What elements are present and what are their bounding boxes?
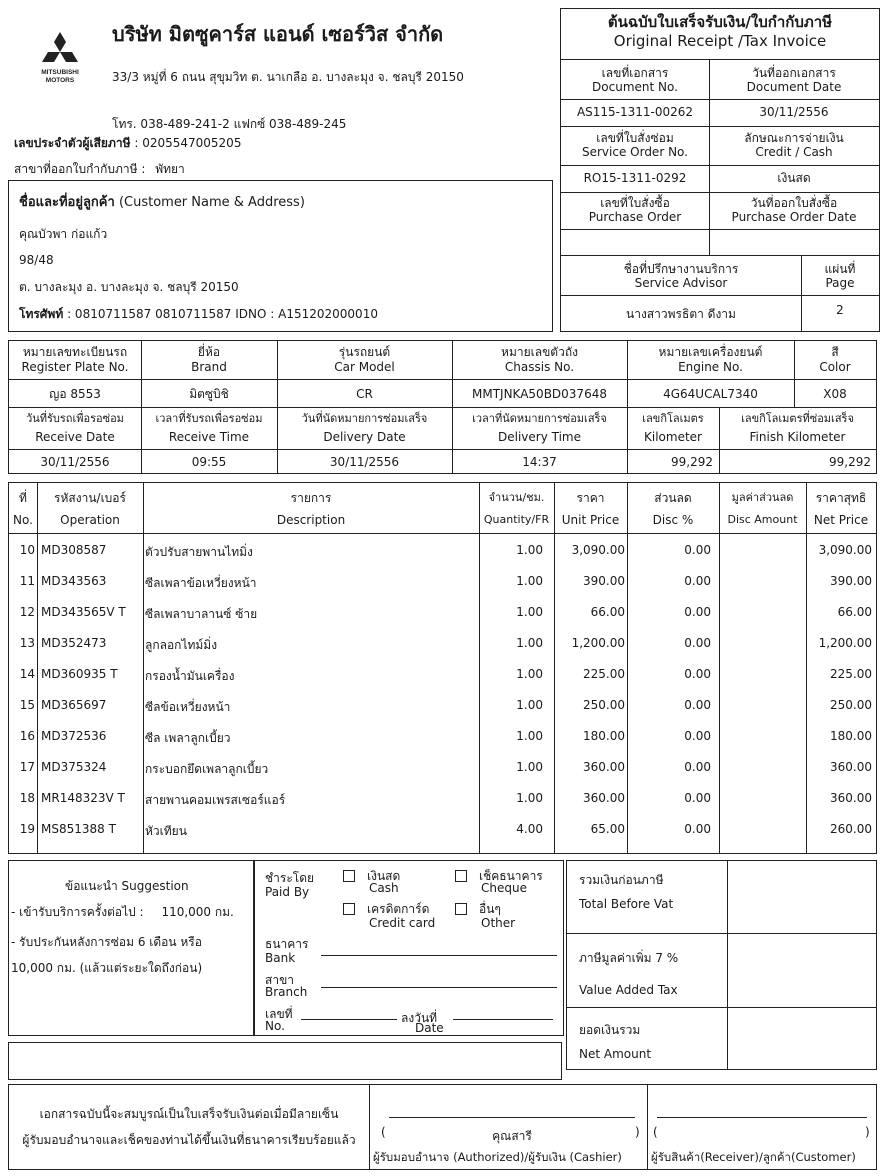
vh-plate-en: Register Plate No.	[21, 360, 129, 374]
item-quantity: 1.00	[516, 574, 543, 588]
suggestion-warranty-2: 10,000 กม. (แล้วแต่ระยะใดถึงก่อน)	[11, 961, 203, 975]
item-unit-price: 360.00	[583, 791, 625, 805]
doc-date-value: 30/11/2556	[759, 105, 829, 119]
items-table	[8, 482, 877, 854]
tax-id-value: : 0205547005205	[134, 136, 242, 150]
cashier-name: คุณสารี	[492, 1129, 532, 1143]
vh-finish-km-en: Finish Kilometer	[749, 430, 846, 444]
item-unit-price: 250.00	[583, 698, 625, 712]
suggestion-warranty-1: - รับประกันหลังการซ่อม 6 เดือน หรือ	[11, 935, 202, 949]
cashier-label: ผู้รับมอบอำนาจ (Authorized)/ผู้รับเงิน (Cashier)	[373, 1150, 622, 1164]
item-quantity: 1.00	[516, 791, 543, 805]
number-line	[301, 1019, 397, 1020]
customer-heading	[19, 191, 305, 212]
finish-kilometer: 99,292	[829, 455, 871, 469]
ih-desc-en: Description	[276, 513, 346, 527]
vh-delivery-date-th: วันที่นัดหมายการซ่อมเสร็จ	[301, 412, 428, 425]
company-phone: โทร. 038-489-241-2 แฟกซ์ 038-489-245	[112, 117, 347, 131]
suggestion-next-service	[11, 903, 251, 922]
item-operation: MD375324	[41, 760, 107, 774]
item-no: 15	[19, 698, 35, 712]
date-en: Date	[415, 1021, 444, 1035]
item-no: 19	[19, 822, 35, 836]
ih-price-en: Unit Price	[561, 513, 620, 527]
page-value: 2	[836, 303, 844, 317]
receiver-paren-open: (	[653, 1125, 658, 1139]
branch-line	[321, 987, 557, 988]
vh-color-en: Color	[819, 360, 851, 374]
item-quantity: 1.00	[516, 667, 543, 681]
item-description: ซีลเพลาข้อเหวี่ยงหน้า	[145, 576, 257, 590]
bank-en: Bank	[265, 951, 296, 965]
so-label-th: เลขที่ใบสั่งซ่อม	[596, 131, 674, 145]
customer-phone-value: : 0810711587 0810711587 IDNO : A151202000010	[67, 307, 378, 321]
item-operation: MD360935 T	[41, 667, 118, 681]
item-discount-pct: 0.00	[684, 574, 711, 588]
branch-en: Branch	[265, 985, 308, 999]
item-description: กระบอกยึดเพลาลูกเบี้ยว	[145, 762, 269, 776]
item-no: 13	[19, 636, 35, 650]
doc-title-en: Original Receipt /Tax Invoice	[613, 32, 827, 50]
vehicle-chassis: MMTJNKA50BD037648	[472, 387, 607, 401]
vh-receive-time-en: Receive Time	[168, 430, 250, 444]
tax-id-label: เลขประจำตัวผู้เสียภาษี	[14, 136, 131, 150]
item-operation: MD343565V T	[41, 605, 126, 619]
delivery-date: 30/11/2556	[329, 455, 400, 469]
item-quantity: 1.00	[516, 760, 543, 774]
item-discount-pct: 0.00	[684, 605, 711, 619]
svg-text:MITSUBISHI: MITSUBISHI	[41, 69, 79, 76]
ih-net-en: Net Price	[813, 513, 869, 527]
ih-disc-amt-th: มูลค่าส่วนลด	[731, 491, 794, 504]
doc-date-label-en: Document Date	[746, 80, 842, 94]
ih-no-en: No.	[13, 513, 33, 527]
vh-km-en: Kilometer	[644, 430, 702, 444]
vehicle-engine: 4G64UCAL7340	[663, 387, 758, 401]
delivery-time: 14:37	[522, 455, 557, 469]
customer-heading-en: (Customer Name & Address)	[118, 195, 305, 210]
item-discount-pct: 0.00	[684, 822, 711, 836]
item-unit-price: 180.00	[583, 729, 625, 743]
doc-title-th: ต้นฉบับใบเสร็จรับเงิน/ใบกำกับภาษี	[607, 13, 833, 31]
customer-address-1: 98/48	[19, 253, 54, 267]
vh-color-th: สี	[831, 345, 839, 359]
branch-th: สาขา	[265, 973, 295, 987]
item-description: ซีล เพลาลูกเบี้ยว	[145, 731, 231, 745]
credit-card-checkbox[interactable]	[343, 903, 355, 915]
item-discount-pct: 0.00	[684, 760, 711, 774]
customer-phone-label: โทรศัพท์	[19, 307, 64, 321]
ih-qty-en: Quantity/FR	[483, 513, 550, 526]
vh-delivery-date-en: Delivery Date	[323, 430, 406, 444]
vh-chassis-th: หมายเลขตัวถัง	[501, 345, 578, 359]
item-discount-pct: 0.00	[684, 791, 711, 805]
vh-plate-th: หมายเลขทะเบียนรถ	[22, 345, 128, 359]
date-th: ลงวันที่	[401, 1011, 438, 1025]
advisor-label-en: Service Advisor	[634, 276, 728, 290]
item-net-price: 260.00	[830, 822, 872, 836]
doc-no-label-th: เลขที่เอกสาร	[601, 66, 669, 80]
bank-th: ธนาคาร	[265, 937, 309, 951]
date-line	[453, 1019, 553, 1020]
item-discount-pct: 0.00	[684, 636, 711, 650]
po-label-th: เลขที่ใบสั่งซื้อ	[600, 196, 670, 210]
po-label-en: Purchase Order	[588, 210, 682, 224]
item-net-price: 390.00	[830, 574, 872, 588]
item-operation: MD365697	[41, 698, 107, 712]
customer-heading-th: ชื่อและที่อยู่ลูกค้า	[19, 195, 115, 210]
other-checkbox[interactable]	[455, 903, 467, 915]
company-address: 33/3 หมู่ที่ 6 ถนน สุขุมวิท ต. นาเกลือ อ. บางละมุง จ. ชลบุรี 20150	[112, 70, 464, 84]
item-description: หัวเทียน	[145, 824, 187, 838]
item-net-price: 250.00	[830, 698, 872, 712]
item-quantity: 1.00	[516, 698, 543, 712]
suggestion-box	[8, 860, 254, 1036]
item-description: ตัวปรับสายพานไทมิ่ง	[145, 545, 253, 559]
item-operation: MS851388 T	[41, 822, 116, 836]
cashier-sign-line	[389, 1117, 635, 1118]
vh-delivery-time-en: Delivery Time	[498, 430, 581, 444]
totals-box	[566, 860, 877, 1070]
so-label-en: Service Order No.	[581, 145, 688, 159]
item-description: ลูกลอกไทม์มิ่ง	[145, 638, 218, 652]
signature-note-1: เอกสารฉบับนี้จะสมบูรณ์เป็นใบเสร็จรับเงินต่อเมื่อมีลายเซ็น	[39, 1107, 339, 1121]
vh-engine-en: Engine No.	[678, 360, 743, 374]
item-unit-price: 1,200.00	[571, 636, 625, 650]
document-info-box	[560, 8, 880, 332]
vh-receive-date-en: Receive Date	[35, 430, 115, 444]
item-description: ซีลข้อเหวี่ยงหน้า	[145, 700, 231, 714]
advisor-label-th: ชื่อที่ปรึกษางานบริการ	[623, 262, 739, 276]
po-date-label-en: Purchase Order Date	[731, 210, 857, 224]
credit-card-th: เครดิตการ์ด	[367, 902, 430, 916]
vehicle-table	[8, 340, 877, 474]
item-unit-price: 65.00	[590, 822, 625, 836]
po-date-label-th: วันที่ออกใบสั่งซื้อ	[750, 196, 838, 210]
vat-en: Value Added Tax	[579, 983, 678, 997]
tax-id	[14, 134, 241, 153]
item-no: 12	[19, 605, 35, 619]
ih-price-th: ราคา	[576, 491, 605, 505]
advisor-value: นางสาวพรธิตา ดีงาม	[626, 307, 736, 321]
ih-op-en: Operation	[60, 513, 120, 527]
pay-label-th: ลักษณะการจ่ายเงิน	[744, 131, 844, 145]
cash-checkbox[interactable]	[343, 870, 355, 882]
cashier-paren-close: )	[635, 1125, 640, 1139]
branch-label: สาขาที่ออกใบกำกับภาษี :	[14, 162, 146, 176]
item-unit-price: 225.00	[583, 667, 625, 681]
doc-no-label-en: Document No.	[592, 80, 678, 94]
page-label-th: แผ่นที่	[824, 262, 856, 276]
item-discount-pct: 0.00	[684, 543, 711, 557]
item-net-price: 360.00	[830, 791, 872, 805]
vat-th: ภาษีมูลค่าเพิ่ม 7 %	[579, 951, 679, 965]
item-unit-price: 360.00	[583, 760, 625, 774]
doc-no-value: AS115-1311-00262	[576, 105, 694, 119]
payment-box	[254, 860, 564, 1036]
issuing-branch	[14, 160, 185, 179]
so-value: RO15-1311-0292	[583, 171, 687, 185]
item-net-price: 3,090.00	[818, 543, 872, 557]
vh-brand-th: ยี่ห้อ	[197, 345, 221, 359]
suggestion-heading: ข้อแนะนำ Suggestion	[65, 879, 189, 893]
item-operation: MR148323V T	[41, 791, 125, 805]
vh-brand-en: Brand	[191, 360, 227, 374]
item-operation: MD343563	[41, 574, 107, 588]
cheque-en: Cheque	[481, 881, 527, 895]
ih-qty-th: จำนวน/ชม.	[488, 491, 545, 504]
item-quantity: 1.00	[516, 636, 543, 650]
ih-desc-th: รายการ	[290, 491, 332, 505]
vh-engine-th: หมายเลขเครื่องยนต์	[658, 345, 763, 359]
item-no: 18	[19, 791, 35, 805]
item-net-price: 225.00	[830, 667, 872, 681]
cash-en: Cash	[369, 881, 399, 895]
item-no: 10	[19, 543, 35, 557]
item-no: 11	[19, 574, 35, 588]
paid-by-th: ชำระโดย	[265, 871, 315, 885]
customer-phone	[19, 305, 378, 324]
cheque-th: เช็คธนาคาร	[479, 869, 543, 883]
item-no: 14	[19, 667, 35, 681]
bank-line	[321, 955, 557, 956]
number-en: No.	[265, 1019, 285, 1033]
next-service-label: - เข้ารับบริการครั้งต่อไป :	[11, 905, 144, 919]
ih-op-th: รหัสงาน/เบอร์	[54, 491, 126, 505]
customer-address-2: ต. บางละมุง อ. บางละมุง จ. ชลบุรี 20150	[19, 280, 239, 294]
branch-value: พัทยา	[155, 162, 185, 176]
ih-no-th: ที่	[19, 491, 27, 505]
item-no: 16	[19, 729, 35, 743]
item-discount-pct: 0.00	[684, 667, 711, 681]
ih-disc-en: Disc %	[652, 513, 694, 527]
item-description: สายพานคอมเพรสเซอร์แอร์	[145, 793, 286, 807]
vehicle-model: CR	[356, 387, 373, 401]
vehicle-plate: ญอ 8553	[49, 387, 101, 401]
pay-value: เงินสด	[777, 171, 811, 185]
vh-receive-time-th: เวลาที่รับรถเพื่อรอซ่อม	[155, 412, 263, 425]
customer-name: คุณบัวพา ก่อแก้ว	[19, 227, 108, 241]
vehicle-color: X08	[823, 387, 847, 401]
kilometer: 99,292	[671, 455, 713, 469]
item-operation: MD308587	[41, 543, 107, 557]
item-quantity: 1.00	[516, 605, 543, 619]
signature-note-2: ผู้รับมอบอำนาจและเช็คของท่านได้ขึ้นเงินที่ธนาคารเรียบร้อยแล้ว	[22, 1133, 356, 1147]
item-unit-price: 66.00	[590, 605, 625, 619]
other-en: Other	[481, 916, 516, 930]
credit-card-en: Credit card	[369, 916, 436, 930]
cash-th: เงินสด	[367, 869, 401, 883]
total-before-vat-th: รวมเงินก่อนภาษี	[579, 873, 664, 887]
mitsubishi-logo	[30, 28, 90, 88]
item-net-price: 66.00	[837, 605, 872, 619]
vehicle-brand: มิตซูบิชิ	[189, 387, 229, 401]
net-amount-th: ยอดเงินรวม	[579, 1023, 641, 1037]
item-net-price: 180.00	[830, 729, 872, 743]
vh-delivery-time-th: เวลาที่นัดหมายการซ่อมเสร็จ	[472, 412, 607, 425]
item-description: ซีลเพลาบาลานซ์ ซ้าย	[145, 607, 258, 621]
item-no: 17	[19, 760, 35, 774]
vh-chassis-en: Chassis No.	[504, 360, 575, 374]
cheque-checkbox[interactable]	[455, 870, 467, 882]
signature-box	[8, 1084, 877, 1170]
net-amount-en: Net Amount	[579, 1047, 652, 1061]
vh-km-th: เลขกิโลเมตร	[642, 412, 704, 425]
item-net-price: 1,200.00	[818, 636, 872, 650]
item-description: กรองน้ำมันเครื่อง	[145, 669, 235, 683]
page-label-en: Page	[825, 276, 855, 290]
item-quantity: 1.00	[516, 729, 543, 743]
cashier-paren-open: (	[381, 1125, 386, 1139]
customer-box	[8, 180, 553, 332]
pay-label-en: Credit / Cash	[755, 145, 833, 159]
item-unit-price: 390.00	[583, 574, 625, 588]
receiver-paren-close: )	[865, 1125, 870, 1139]
company-name: บริษัท มิตซูคาร์ส แอนด์ เซอร์วิส จำกัด	[112, 22, 444, 46]
ih-net-th: ราคาสุทธิ	[815, 491, 867, 505]
item-discount-pct: 0.00	[684, 698, 711, 712]
next-service-value: 110,000 กม.	[161, 905, 234, 919]
vh-finish-km-th: เลขกิโลเมตรที่ซ่อมเสร็จ	[741, 412, 854, 425]
item-operation: MD352473	[41, 636, 107, 650]
item-quantity: 1.00	[516, 543, 543, 557]
doc-date-label-th: วันที่ออกเอกสาร	[752, 66, 836, 80]
vh-model-th: รุ่นรถยนต์	[338, 345, 391, 359]
vh-model-en: Car Model	[334, 360, 395, 374]
item-unit-price: 3,090.00	[571, 543, 625, 557]
item-net-price: 360.00	[830, 760, 872, 774]
svg-text:MOTORS: MOTORS	[45, 77, 75, 84]
item-quantity: 4.00	[516, 822, 543, 836]
receive-time: 09:55	[191, 455, 227, 469]
receive-date: 30/11/2556	[40, 455, 110, 469]
ih-disc-th: ส่วนลด	[654, 491, 692, 505]
number-th: เลขที่	[265, 1007, 293, 1021]
paid-by-en: Paid By	[265, 885, 310, 899]
receiver-label: ผู้รับสินค้า(Receiver)/ลูกค้า(Customer)	[651, 1150, 856, 1164]
vh-receive-date-th: วันที่รับรถเพื่อรอซ่อม	[26, 412, 124, 425]
other-th: อื่นๆ	[479, 902, 501, 916]
item-operation: MD372536	[41, 729, 107, 743]
remark-box	[8, 1042, 562, 1080]
item-discount-pct: 0.00	[684, 729, 711, 743]
receiver-sign-line	[657, 1117, 867, 1118]
ih-disc-amt-en: Disc Amount	[727, 513, 798, 526]
total-before-vat-en: Total Before Vat	[579, 897, 674, 911]
